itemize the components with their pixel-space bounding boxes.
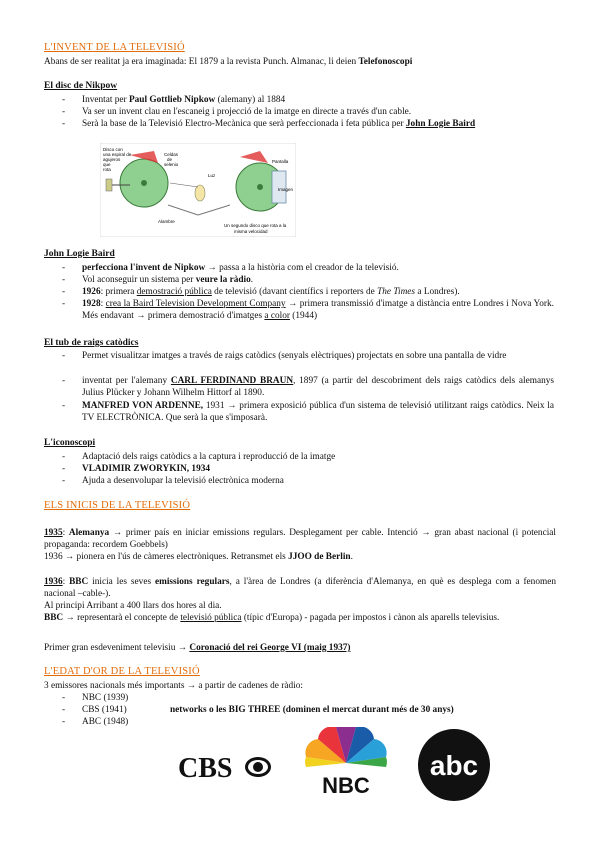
figure-label: rota xyxy=(103,167,111,172)
figure-label: de xyxy=(167,157,173,162)
paragraph: 1936 → pionera en l'ús de càmeres electròniques. Retransmet els JJOO de Berlin. xyxy=(44,552,353,562)
paragraph: 1935: Alemanya → primer país en iniciar emissions regulars. Desplegament per cable. Intenció → gran abast nacional (i potencial propaganda: recordem Goebbels) xyxy=(44,528,556,550)
cbs-logo-text: CBS xyxy=(178,753,233,784)
figure-label: selenio xyxy=(164,162,179,167)
intro-line: Abans de ser realitat ja era imaginada: El 1879 a la revista Punch. Almanac, li deien Telefonoscopi xyxy=(44,57,413,67)
section-title-edat-or: L'EDAT D'OR DE LA TELEVISIÓ xyxy=(44,666,200,677)
subtitle-baird: John Logie Baird xyxy=(44,249,115,259)
nbc-logo xyxy=(296,727,396,799)
paragraph: Al principi Arribant a 400 llars dos hores al dia. xyxy=(44,601,222,611)
figure-label: Imagen xyxy=(278,187,294,192)
figure-label: agujeros xyxy=(103,157,121,162)
cbs-logo xyxy=(176,749,272,785)
paragraph: BBC → representarà el concepte de televisió pública (típic d'Europa) - pagada per impostos i cànon als aparells televisius. xyxy=(44,613,500,623)
figure-label: Un segundo disco que rota a la xyxy=(224,223,287,228)
document-page: L'INVENT DE LA TELEVISIÓ Abans de ser realitat ja era imaginada: El 1879 a la revista Punch. Almanac, li deien Telefonoscopi El disc de Nikpow - Inventat per Paul Gottlieb Nipkow (alemany) al 1884 - Va ser un invent clau en l'escaneig i projecció de la imatge en directe a través d'un cable. - Serà la base de la Televisió Electro-Mecànica que serà perfeccionada i feta pública per John Logie Baird Disco con una espiral de agujeros que rota Celdas de selenio Luz Pantalla Imagen Alambre Un segundo disco que rota a la misma velocidad John Logie Baird - perfecciona l'invent de Nipkow → passa a la història com el creador de la televisió. - Vol aconseguir un sistema per veure la ràdio. - 1926: primera demostració pública de televisió (davant científics i reporters de The Times a Londres). - 1928: crea la Baird Television Development Company → primera transmissió d'imatge a distància entre Londres i Nova York. Més endavant → primera demostració d'imatges a color (1944) El tub de raigs catòdics - Permet visualitzar imatges a través de raigs catòdics (senyals elèctriques) projectats en sobre una pantalla de vidre - inventat per l'alemany CARL FERDINAND BRAUN, 1897 (a partir del descobriment dels raigs catòdics dels alemanys Julius Plücker y Johann Wilhelm Hittorf al 1890. - MANFRED VON ARDENNE, 1931 → primera exposició pública d'un sistema de televisió utilitzant raigs catòdics. Neix la TV ELECTRÒNICA. Que serà la que s'imposarà. L'iconoscopi - Adaptació dels raigs catòdics a la captura i reproducció de la imatge - VLADIMIR ZWORYKIN, 1934 - Ajuda a desenvolupar la televisió electrònica moderna ELS INICIS DE LA TELEVISIÓ 1935: Alemanya → primer país en iniciar emissions regulars. Desplegament per cable. Intenció → gran abast nacional (i potencial propaganda: recordem Goebbels) 1936 → pionera en l'ús de càmeres electròniques. Retransmet els JJOO de Berlin. 1936: BBC inicia les seves emissions regulars, a l'àrea de Londres (a diferència d'Alemanya, en què es desplega com a fenomen nacional –cable-). Al principi Arribant a 400 llars dos hores al dia. BBC → representarà el concepte de televisió pública (típic d'Europa) - pagada per impostos i cànon als aparells televisius. Primer gran esdeveniment televisiu → Coronació del rei George VI (maig 1937) L'EDAT D'OR DE LA TELEVISIÓ 3 emissores nacionals més importants → a partir de cadenes de ràdio: - NBC (1939) - CBS (1941) - ABC (1948) networks o les BIG THREE (dominen el mercat durant més de 30 anys) CBS NBC abc xyxy=(0,0,600,848)
paragraph: 3 emissores nacionals més importants → a partir de cadenes de ràdio: xyxy=(44,681,303,691)
section-title-inicis: ELS INICIS DE LA TELEVISIÓ xyxy=(44,500,191,511)
figure-label: que xyxy=(103,162,111,167)
figure-label: Celdas xyxy=(164,152,179,157)
abc-logo xyxy=(414,729,494,801)
nipkow-disc-diagram xyxy=(100,143,296,237)
big-three-note: networks o les BIG THREE (dominen el mercat durant més de 30 anys) xyxy=(170,705,454,715)
subtitle-tub: El tub de raigs catòdics xyxy=(44,338,139,348)
subtitle-nipkow: El disc de Nikpow xyxy=(44,81,118,91)
section-title-invent: L'INVENT DE LA TELEVISIÓ xyxy=(44,42,185,53)
figure-label: Alambre xyxy=(158,219,175,224)
paragraph: Primer gran esdeveniment televisiu → Coronació del rei George VI (maig 1937) xyxy=(44,643,351,653)
figure-label: una espiral de xyxy=(103,152,132,157)
abc-logo-text: abc xyxy=(429,750,479,781)
figure-label: Pantalla xyxy=(272,159,289,164)
nbc-logo-text: NBC xyxy=(322,773,370,798)
figure-label: Luz xyxy=(208,173,216,178)
subtitle-iconoscopi: L'iconoscopi xyxy=(44,438,96,448)
figure-label: misma velocidad xyxy=(234,229,268,234)
figure-label: Disco con xyxy=(103,147,123,152)
paragraph: 1936: BBC inicia les seves emissions regulars, a l'àrea de Londres (a diferència d'Alemanya, en què es desplega com a fenomen nacional –cable-). xyxy=(44,577,556,599)
